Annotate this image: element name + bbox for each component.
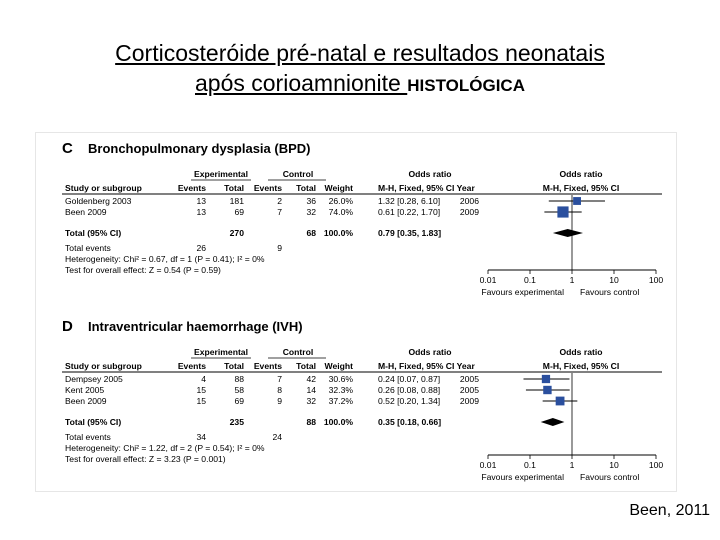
panel-c-row-2-total-exp: 69 xyxy=(234,207,244,217)
panel-d-col-events-ctrl: Events xyxy=(253,361,282,371)
panel-d-total-ctrl: 88 xyxy=(306,417,316,427)
panel-c-total-ci: 0.79 [0.35, 1.83] xyxy=(378,228,442,238)
panel-c-row-2-ci: 0.61 [0.22, 1.70] xyxy=(378,207,441,217)
panel-d-total-exp: 235 xyxy=(229,417,244,427)
panel-c-row-2-marker xyxy=(557,206,568,217)
panel-c-axis-tick-label-4: 10 xyxy=(609,275,619,285)
panel-c-col-events-ctrl: Events xyxy=(253,183,282,193)
panel-c-heading: Bronchopulmonary dysplasia (BPD) xyxy=(88,141,311,156)
panel-d-group-or-plot: Odds ratio xyxy=(559,347,603,357)
panel-d-axis-tick-label-2: 0.1 xyxy=(524,460,536,470)
panel-d-row-2-weight: 32.3% xyxy=(328,385,353,395)
panel-d-heterogeneity: Heterogeneity: Chi² = 1.22, df = 2 (P = 0.54); I² = 0% xyxy=(65,443,265,453)
panel-d-row-3-events-ctrl: 9 xyxy=(277,396,282,406)
panel-c-group-experimental: Experimental xyxy=(194,169,248,179)
panel-c-row-2-total-ctrl: 32 xyxy=(306,207,316,217)
panel-d-group-experimental: Experimental xyxy=(194,347,248,357)
panel-d-row-3-ci: 0.52 [0.20, 1.34] xyxy=(378,396,441,406)
panel-c-row-2-events-ctrl: 7 xyxy=(277,207,282,217)
panel-c-row-1-events-ctrl: 2 xyxy=(277,196,282,206)
panel-d-total-label: Total (95% CI) xyxy=(65,417,122,427)
panel-c-total-diamond xyxy=(553,229,583,237)
panel-c-row-1-study-name: Goldenberg 2003 xyxy=(65,196,132,206)
panel-d-total-weight: 100.0% xyxy=(323,417,353,427)
panel-d-axis-tick-label-4: 10 xyxy=(609,460,619,470)
panel-c-row-1-ci: 1.32 [0.28, 6.10] xyxy=(378,196,441,206)
panel-c-row-1-events-exp: 13 xyxy=(196,196,206,206)
panel-c-favours-experimental: Favours experimental xyxy=(481,287,564,297)
title-line-1: Corticosteróide pré-natal e resultados neonatais xyxy=(115,40,605,66)
panel-c-row-1-marker xyxy=(573,197,581,205)
panel-d-col-ci-plot: M-H, Fixed, 95% CI xyxy=(542,361,620,371)
panel-c-total-events-exp: 26 xyxy=(196,243,206,253)
panel-c-axis-tick-label-2: 0.1 xyxy=(524,275,536,285)
slide-title xyxy=(0,38,720,101)
panel-d-group-or-text: Odds ratio xyxy=(408,347,452,357)
panel-d-row-2-total-exp: 58 xyxy=(234,385,244,395)
panel-c-total-exp: 270 xyxy=(229,228,244,238)
panel-c-axis-tick-label-5: 100 xyxy=(648,275,664,285)
panel-d-group-control: Control xyxy=(282,347,314,357)
panel-d-row-1-ci: 0.24 [0.07, 0.87] xyxy=(378,374,441,384)
panel-d-axis-tick-label-5: 100 xyxy=(648,460,664,470)
panel-d-total-diamond xyxy=(541,418,565,426)
panel-d-row-2-study-name: Kent 2005 xyxy=(65,385,105,395)
panel-d-row-1-events-exp: 4 xyxy=(201,374,206,384)
panel-c-group-or-plot: Odds ratio xyxy=(559,169,603,179)
panel-c-col-total-ctrl: Total xyxy=(296,183,316,193)
panel-c-col-ci-year: M-H, Fixed, 95% CI Year xyxy=(378,183,475,193)
panel-c-axis-tick-label-1: 0.01 xyxy=(479,275,497,285)
panel-d-row-1-study-name: Dempsey 2005 xyxy=(65,374,123,384)
panel-d-letter: D xyxy=(62,318,73,335)
panel-d-col-weight: Weight xyxy=(324,361,353,371)
panel-c-col-total-exp: Total xyxy=(224,183,244,193)
panel-d-overall-effect: Test for overall effect: Z = 3.23 (P = 0.001) xyxy=(65,454,226,464)
panel-d-row-3-total-exp: 69 xyxy=(234,396,244,406)
citation-credit: Been, 2011 xyxy=(629,502,710,519)
panel-c-row-1-weight: 26.0% xyxy=(328,196,353,206)
panel-c-heterogeneity: Heterogeneity: Chi² = 0.67, df = 1 (P = 0.41); I² = 0% xyxy=(65,254,265,264)
panel-d-col-total-exp: Total xyxy=(224,361,244,371)
title-line-2: após corioamnionite xyxy=(195,70,408,96)
panel-d-row-1-total-ctrl: 42 xyxy=(306,374,316,384)
panel-d-total-events-ctrl: 24 xyxy=(272,432,282,442)
panel-d-col-study: Study or subgroup xyxy=(65,361,142,371)
panel-d-heading: Intraventricular haemorrhage (IVH) xyxy=(88,319,303,334)
panel-c-axis-tick-label-3: 1 xyxy=(569,275,575,285)
panel-c-row-1-total-ctrl: 36 xyxy=(306,196,316,206)
panel-d-total-events-label: Total events xyxy=(65,432,111,442)
panel-c-total-events-ctrl: 9 xyxy=(277,243,282,253)
panel-d-col-events-exp: Events xyxy=(177,361,206,371)
panel-c-favours-control: Favours control xyxy=(580,287,640,297)
panel-d-row-2-events-ctrl: 8 xyxy=(277,385,282,395)
forest-plot-figure xyxy=(36,133,676,491)
panel-d-row-1-total-exp: 88 xyxy=(234,374,244,384)
panel-c-total-label: Total (95% CI) xyxy=(65,228,122,238)
panel-c-group-or-text: Odds ratio xyxy=(408,169,452,179)
panel-c-group-control: Control xyxy=(282,169,314,179)
panel-d-total-events-exp: 34 xyxy=(196,432,206,442)
panel-d-row-2-events-exp: 15 xyxy=(196,385,206,395)
panel-c-total-weight: 100.0% xyxy=(323,228,353,238)
panel-d-row-2-total-ctrl: 14 xyxy=(306,385,316,395)
panel-d-row-2-ci: 0.26 [0.08, 0.88] xyxy=(378,385,441,395)
panel-c-row-2-study-name: Been 2009 xyxy=(65,207,107,217)
panel-c-row-2-year: 2009 xyxy=(459,207,479,217)
panel-d-row-3-year: 2009 xyxy=(459,396,479,406)
panel-c-row-2-weight: 74.0% xyxy=(328,207,353,217)
panel-d-row-3-study-name: Been 2009 xyxy=(65,396,107,406)
panel-c-col-weight: Weight xyxy=(324,183,353,193)
panel-d-favours-control: Favours control xyxy=(580,472,640,482)
panel-d-row-3-weight: 37.2% xyxy=(328,396,353,406)
panel-d-row-2-year: 2005 xyxy=(459,385,479,395)
panel-d-row-3-marker xyxy=(556,397,565,406)
panel-d-col-ci-year: M-H, Fixed, 95% CI Year xyxy=(378,361,475,371)
panel-d-row-1-marker xyxy=(542,375,550,383)
panel-d-row-1-events-ctrl: 7 xyxy=(277,374,282,384)
panel-c-col-study: Study or subgroup xyxy=(65,183,142,193)
panel-d-row-1-weight: 30.6% xyxy=(328,374,353,384)
panel-d-row-3-events-exp: 15 xyxy=(196,396,206,406)
panel-d-row-2-marker xyxy=(543,386,551,394)
panel-c-col-events-exp: Events xyxy=(177,183,206,193)
panel-c-total-ctrl: 68 xyxy=(306,228,316,238)
panel-c-overall-effect: Test for overall effect: Z = 0.54 (P = 0.59) xyxy=(65,265,221,275)
panel-c-total-events-label: Total events xyxy=(65,243,111,253)
forest-plot-svg xyxy=(36,133,676,491)
panel-d-axis-tick-label-3: 1 xyxy=(569,460,575,470)
panel-c-row-1-total-exp: 181 xyxy=(229,196,244,206)
panel-d-row-1-year: 2005 xyxy=(459,374,479,384)
panel-d-col-total-ctrl: Total xyxy=(296,361,316,371)
panel-c-letter: C xyxy=(62,140,73,157)
panel-d-total-ci: 0.35 [0.18, 0.66] xyxy=(378,417,442,427)
panel-d-axis-tick-label-1: 0.01 xyxy=(479,460,497,470)
panel-c-row-1-year: 2006 xyxy=(459,196,479,206)
panel-c-row-2-events-exp: 13 xyxy=(196,207,206,217)
panel-c-col-ci-plot: M-H, Fixed, 95% CI xyxy=(542,183,620,193)
panel-d-row-3-total-ctrl: 32 xyxy=(306,396,316,406)
panel-d-favours-experimental: Favours experimental xyxy=(481,472,564,482)
title-emphasis: HISTOLÓGICA xyxy=(407,76,525,95)
